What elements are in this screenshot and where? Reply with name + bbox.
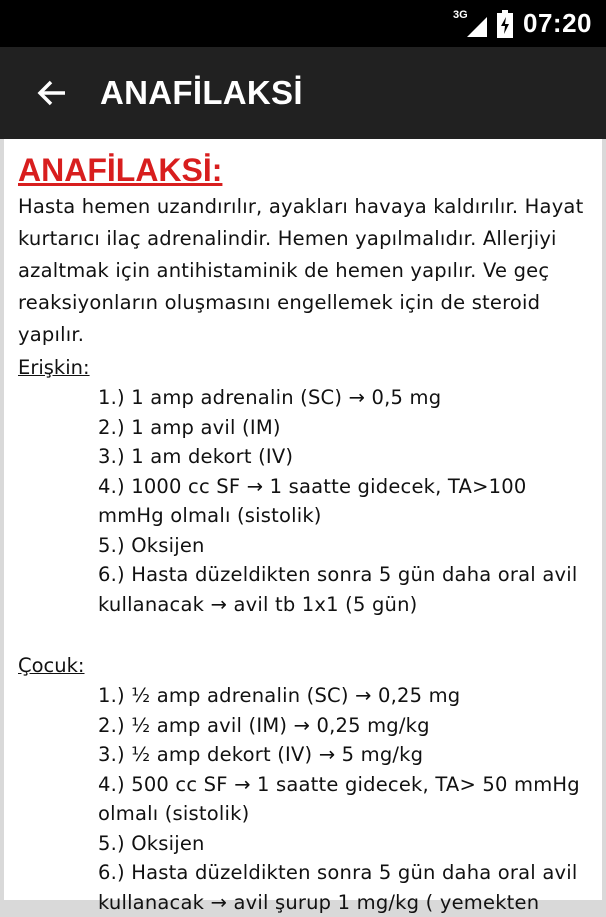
list-item: 4.) 500 cc SF → 1 saatte gidecek, TA> 50 mmHg olmalı (sistolik) [98, 772, 580, 825]
back-button[interactable] [24, 65, 80, 121]
list-item: 1.) 1 amp adrenalin (SC) → 0,5 mg [98, 386, 442, 409]
child-section-label: Çocuk: [18, 654, 85, 677]
list-item: 4.) 1000 cc SF → 1 saatte gidecek, TA>100 mmHg olmalı (sistolik) [98, 474, 527, 527]
list-item: 3.) ½ amp dekort (IV) → 5 mg/kg [98, 743, 424, 766]
list-item: 3.) 1 am dekort (IV) [98, 445, 294, 468]
list-item: 6.) Hasta düzeldikten sonra 5 gün daha oral avil kullanacak → avil tb 1x1 (5 gün) [98, 563, 578, 616]
list-item: 5.) Oksijen [98, 533, 205, 557]
status-bar [0, 0, 606, 47]
document-content[interactable] [4, 139, 602, 914]
list-item: 1.) ½ amp adrenalin (SC) → 0,25 mg [98, 684, 461, 707]
app-bar [0, 47, 606, 139]
list-item: 2.) ½ amp avil (IM) → 0,25 mg/kg [98, 713, 430, 737]
page-title: ANAFİLAKSİ [100, 74, 303, 111]
battery-charging-icon [497, 10, 513, 38]
document-heading: ANAFİLAKSİ: [18, 152, 223, 188]
adult-section-label: Erişkin: [18, 356, 90, 379]
cell-signal-icon [453, 9, 487, 39]
child-steps-list [98, 681, 586, 917]
intro-paragraph: Hasta hemen uzandırılır, ayakları havaya kaldırılır. Hayat kurtarıcı ilaç adrenalindir. Hemen yapılmalıdır. Allerjiyi azaltmak için antihistaminik de hemen yapılır. Ve geç reaksiyonların oluşmasını engellemek için de steroid yapılır. [18, 195, 584, 346]
arrow-back-icon [37, 79, 67, 107]
section-spacer [18, 619, 590, 649]
status-time: 07:20 [523, 8, 592, 38]
list-item: 6.) Hasta düzeldikten sonra 5 gün daha oral avil kullanacak → avil şurup 1 mg/kg ( yemekten [98, 861, 578, 914]
adult-steps-list [98, 383, 586, 619]
list-item: 5.) Oksijen [98, 831, 205, 855]
list-item: 2.) 1 amp avil (IM) [98, 415, 281, 439]
network-type: 3G [453, 8, 468, 21]
